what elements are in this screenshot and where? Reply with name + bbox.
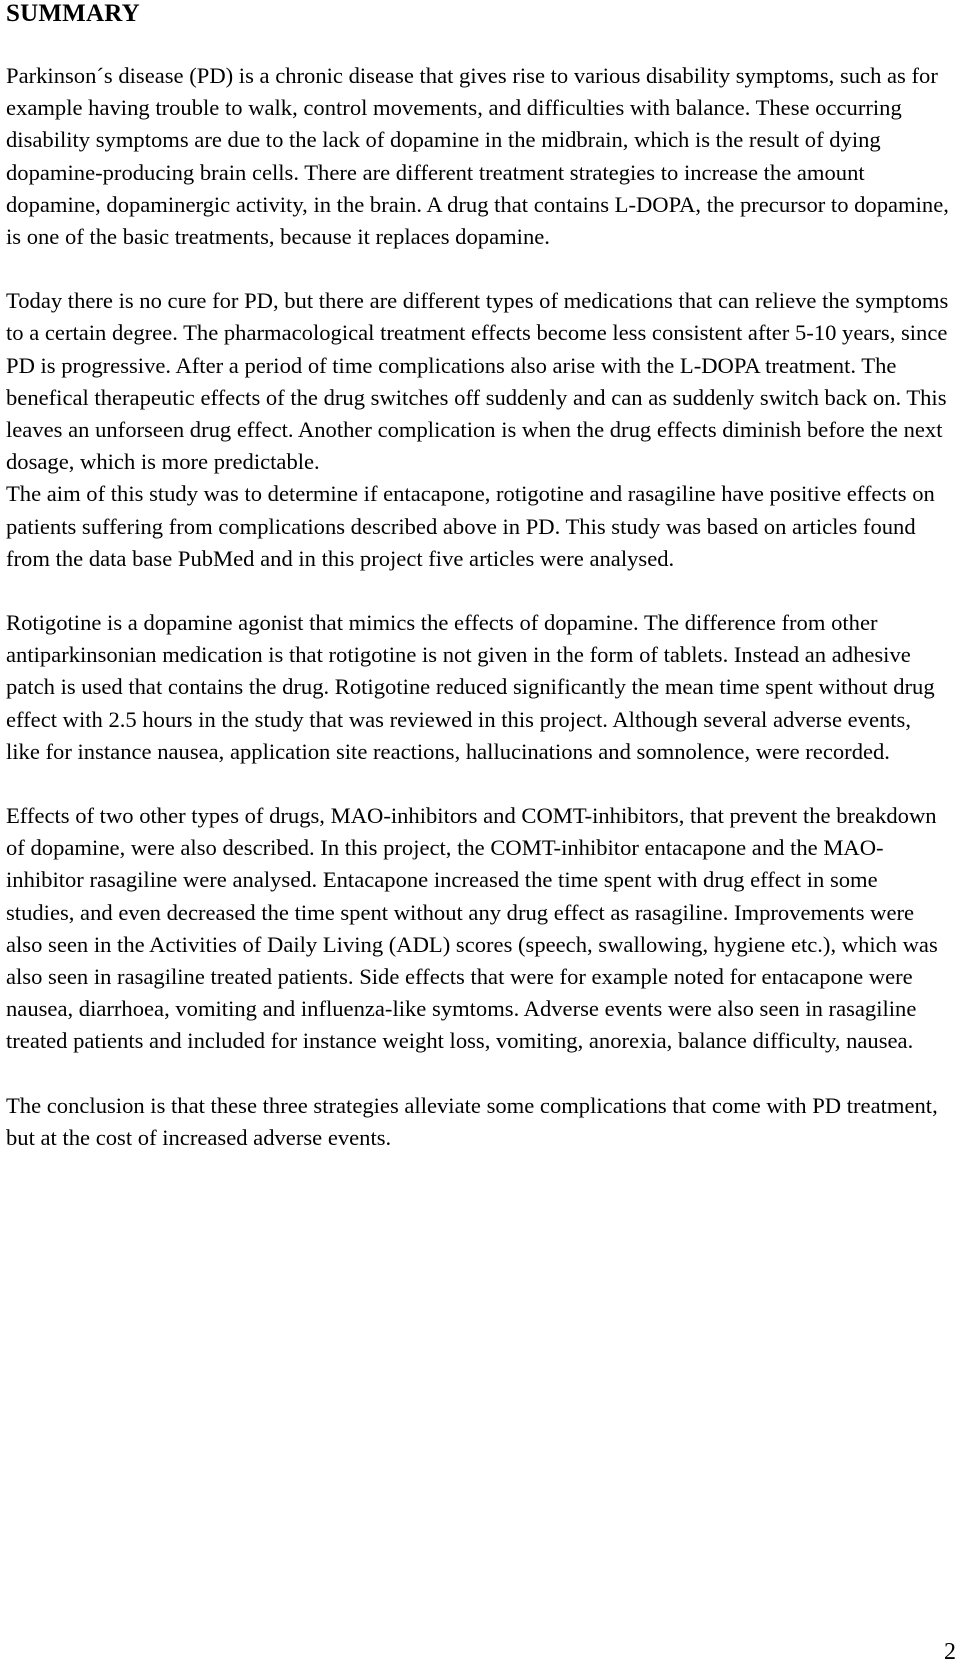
paragraph-rotigotine: Rotigotine is a dopamine agonist that mimics the effects of dopamine. The difference from other antiparkinsonian medication is that rotigotine is not given in the form of tablets. Instead an adhesive patch is used that contains the drug. Rotigotine reduced significantly the mean time spent without drug effect with 2.5 hours in the study that was reviewed in this project. Although several adverse events, like for instance nausea, application site reactions, hallucinations and somnolence, were recorded. bbox=[6, 610, 935, 764]
paragraph-treatment-complications: Today there is no cure for PD, but there are different types of medications that can relieve the symptoms to a certain degree. The pharmacological treatment effects become less consistent after 5-10 years, since PD is progressive. After a period of time complications also arise with the L-DOPA treatment. The benefical therapeutic effects of the drug switches off suddenly and can as suddenly switch back on. This leaves an unforseen drug effect. Another complication is when the drug effects diminish before the next dosage, which is more predictable. bbox=[6, 288, 949, 475]
paragraph-mao-comt-inhibitors: Effects of two other types of drugs, MAO-inhibitors and COMT-inhibitors, that prevent the breakdown of dopamine, were also described. In this project, the COMT-inhibitor entacapone and the MAO-inhibitor rasagiline were analysed. Entacapone increased the time spent with drug effect in some studies, and even decreased the time spent without any drug effect as rasagiline. Improvements were also seen in the Activities of Daily Living (ADL) scores (speech, swallowing, hygiene etc.), which was also seen in rasagiline treated patients. Side effects that were for example noted for entacapone were nausea, diarrhoea, vomiting and influenza-like symtoms. Adverse events were also seen in rasagiline treated patients and included for instance weight loss, vomiting, anorexia, balance difficulty, nausea. bbox=[6, 803, 938, 1054]
paragraph-spacer bbox=[6, 1058, 950, 1090]
paragraph-spacer bbox=[6, 253, 950, 285]
summary-body bbox=[6, 60, 950, 1154]
page-number: 2 bbox=[944, 1639, 956, 1665]
paragraph-parkinsons-overview: Parkinson´s disease (PD) is a chronic disease that gives rise to various disability symptoms, such as for example having trouble to walk, control movements, and difficulties with balance. These occurring disability symptoms are due to the lack of dopamine in the midbrain, which is the result of dying dopamine-producing brain cells. There are different treatment strategies to increase the amount dopamine, dopaminergic activity, in the brain. A drug that contains L-DOPA, the precursor to dopamine, is one of the basic treatments, because it replaces dopamine. bbox=[6, 63, 949, 250]
paragraph-study-aim: The aim of this study was to determine if entacapone, rotigotine and rasagiline have positive effects on patients suffering from complications described above in PD. This study was based on articles found from the data base PubMed and in this project five articles were analysed. bbox=[6, 481, 935, 571]
paragraph-conclusion: The conclusion is that these three strategies alleviate some complications that come with PD treatment, but at the cost of increased adverse events. bbox=[6, 1092, 938, 1150]
summary-heading: SUMMARY bbox=[6, 0, 140, 27]
paragraph-spacer bbox=[6, 575, 950, 607]
paragraph-spacer bbox=[6, 768, 950, 800]
